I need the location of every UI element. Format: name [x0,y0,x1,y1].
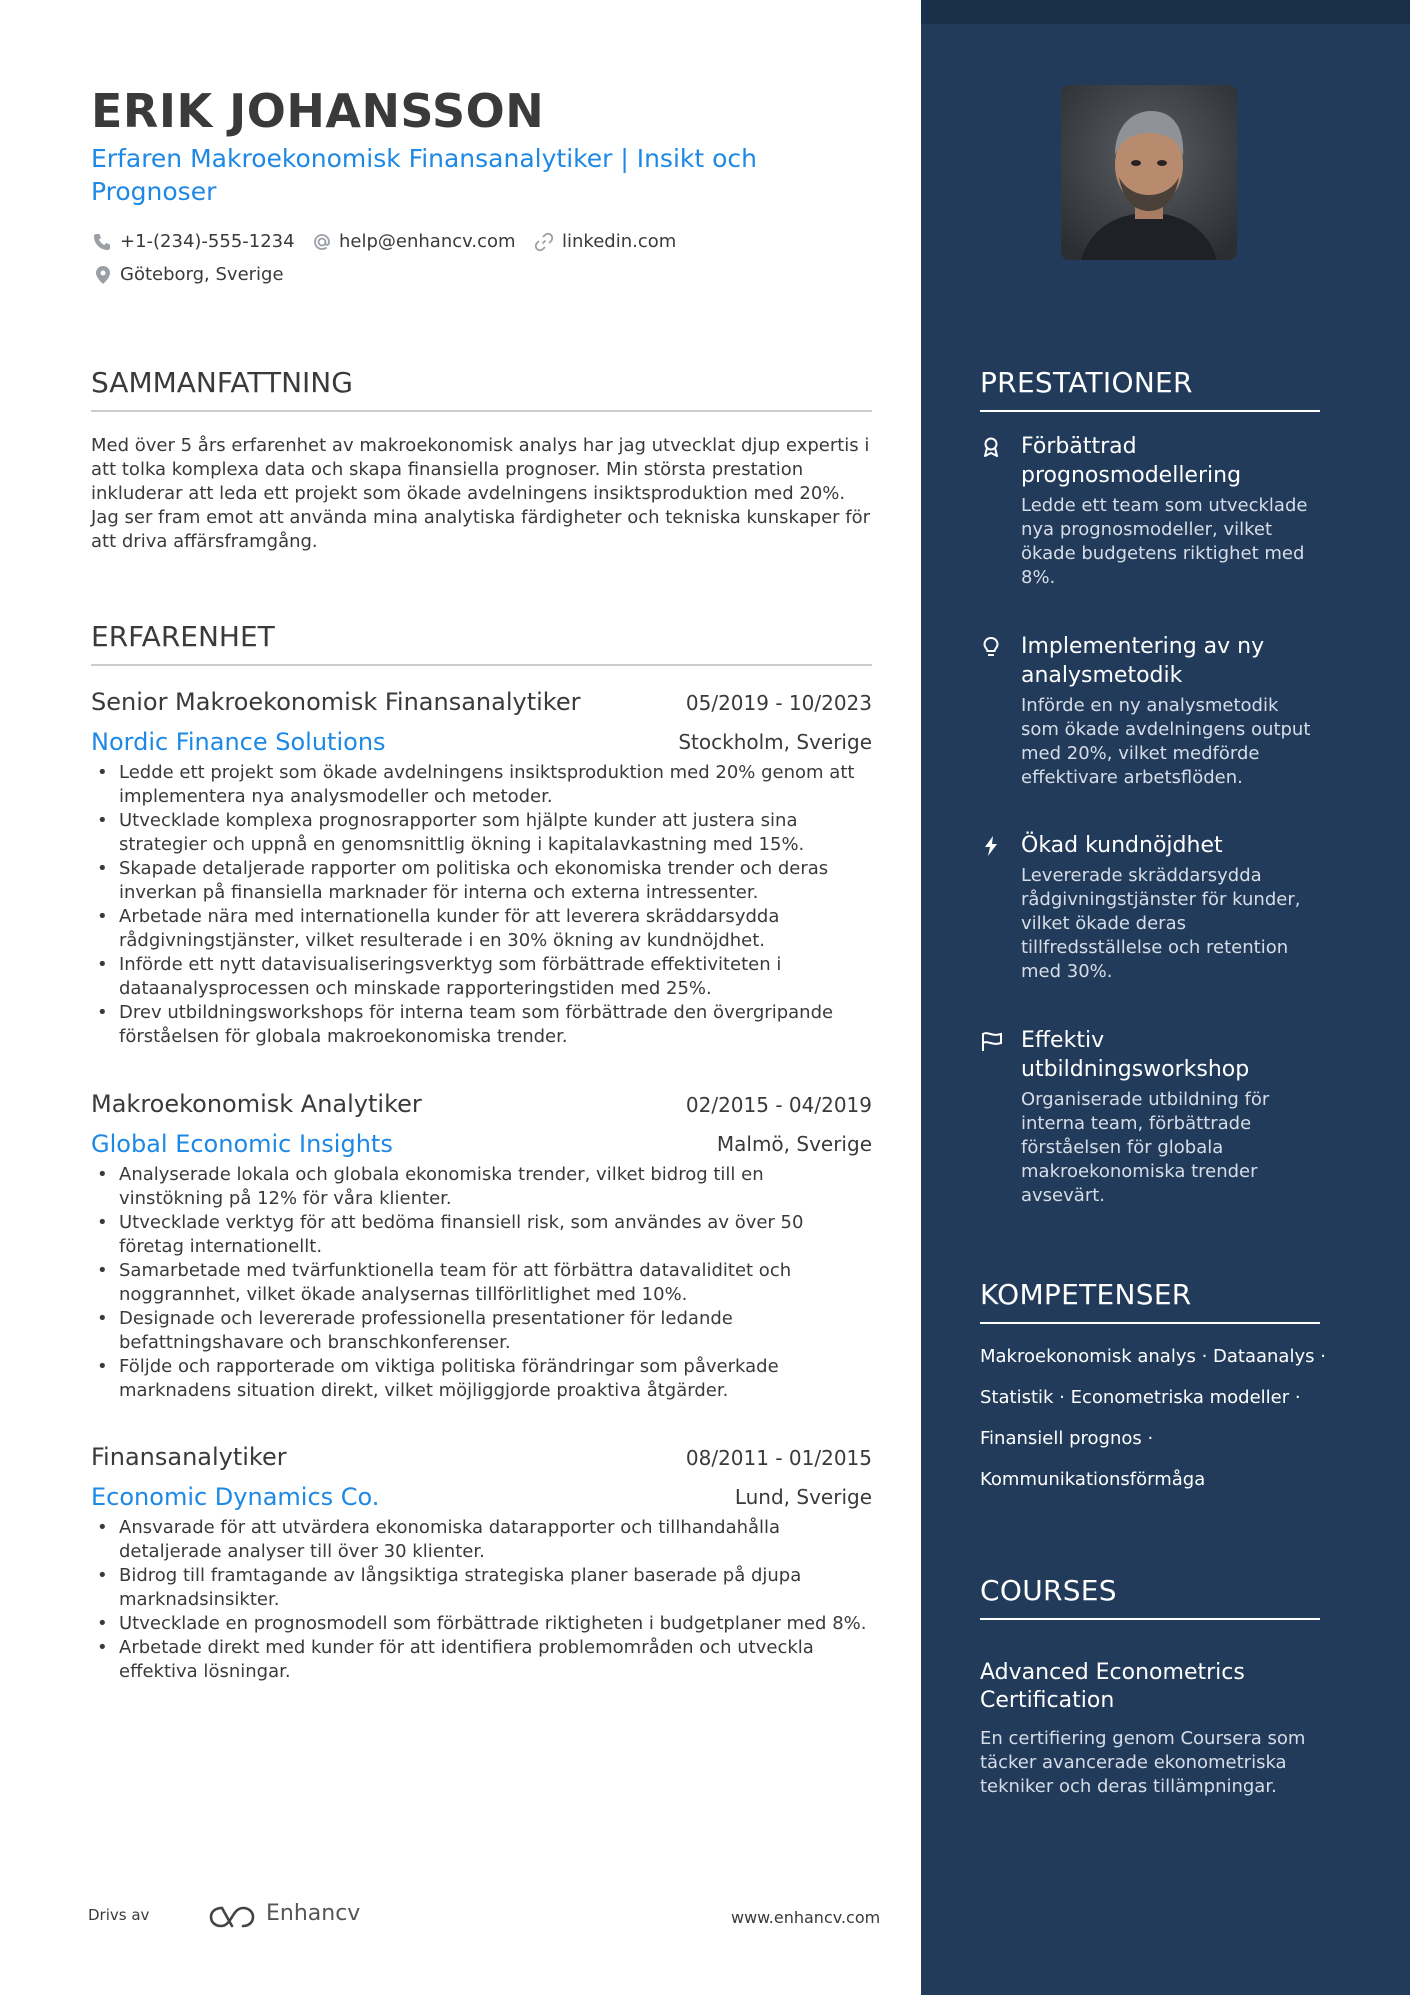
job-company[interactable]: Global Economic Insights [91,1130,393,1158]
achievement-item [980,632,1320,790]
achievement-title: Förbättrad prognosmodellering [1021,434,1242,488]
job-bullet: • Bidrog till framtagande av långsiktiga strategiska planer baserade på djupa marknadsinsikter. [91,1564,872,1612]
achievement-title: Effektiv utbildningsworkshop [1021,1028,1250,1082]
job-bullet: • Arbetade nära med internationella kunder för att leverera skräddarsydda rådgivningstjänster, vilket resulterade i en 30% ökning av kundnöjdhet. [91,905,872,953]
profile-photo [1061,85,1237,260]
footer-powered-by: Drivs av [88,1906,150,1924]
job-bullet: • Utvecklade komplexa prognosrapporter som hjälpte kunder att justera sina strategier och uppnå en genomsnittlig ökning i kapitalavkastning med 15%. [91,809,872,857]
phone-icon [92,232,112,252]
achievement-desc: Levererade skräddarsydda rådgivningstjänster för kunder, vilket ökade deras tillfredsställelse och retention med 30%. [1021,865,1301,982]
skills-title: KOMPETENSER [980,1278,1320,1324]
achievement-item [980,831,1320,984]
summary-title: SAMMANFATTNING [91,366,872,412]
location-text: Göteborg, Sverige [120,264,284,285]
job-role: Senior Makroekonomisk Finansanalytiker [91,688,581,716]
job-dates: 05/2019 - 10/2023 [685,691,872,715]
job-bullet: • Ledde ett projekt som ökade avdelningens insiktsproduktion med 20% genom att implementera nya analysmodeller och metoder. [91,761,872,809]
achievement-desc: Organiserade utbildning för interna team, förbättrade förståelsen för globala makroekonomiska trender avsevärt. [1021,1089,1270,1206]
job-bullet: • Skapade detaljerade rapporter om politiska och ekonomiska trender och deras inverkan på finansiella marknader för interna och externa intressenter. [91,857,872,905]
course-title: Advanced Econometrics Certification [980,1660,1245,1713]
achievement-item [980,1026,1320,1208]
location-icon [94,265,114,285]
job-dates: 02/2015 - 04/2019 [685,1093,872,1117]
achievements-title: PRESTATIONER [980,366,1320,412]
job-bullet: • Utvecklade en prognosmodell som förbättrade riktigheten i budgetplaner med 8%. [91,1612,872,1636]
link-icon [534,232,554,252]
skills-line: Finansiell prognos · [980,1428,1154,1449]
lightbulb-icon [980,636,1002,658]
experience-title: ERFARENHET [91,620,872,666]
footer-url[interactable]: www.enhancv.com [731,1908,881,1927]
job-location: Lund, Sverige [734,1485,872,1509]
skills-section [980,1278,1326,1490]
job-company[interactable]: Economic Dynamics Co. [91,1483,380,1511]
job-bullet: • Analyserade lokala och globala ekonomiska trender, vilket bidrog till en vinstökning på 12% för våra klienter. [91,1163,872,1211]
job-role: Finansanalytiker [91,1443,287,1471]
achievement-desc: Införde en ny analysmetodik som ökade avdelningens output med 20%, vilket medförde effektivare arbetsflöden. [1021,695,1311,788]
achievement-item [980,432,1320,590]
skills-line: Kommunikationsförmåga [980,1469,1206,1490]
at-icon [312,232,332,252]
linkedin-text[interactable]: linkedin.com [562,231,677,252]
job-bullet: • Arbetade direkt med kunder för att identifiera problemområden och utveckla effektiva lösningar. [91,1636,872,1684]
courses-section [980,1574,1320,1797]
job-dates: 08/2011 - 01/2015 [685,1446,872,1470]
candidate-name: ERIK JOHANSSON [91,84,545,138]
summary-text: Med över 5 års erfarenhet av makroekonomisk analys har jag utvecklat djup expertis i att tolka komplexa data och skapa finansiella prognoser. Min största prestation inkluderar att leda ett projekt som ökade avdelningens insiktsproduktion med 20%. Jag ser fram emot att använda mina analytiska färdigheter och tekniska kunskaper för att driva affärsframgång. [91,435,871,552]
footer-brand[interactable]: Enhancv [266,1901,361,1926]
job-bullet: • Designade och levererade professionella presentationer för ledande befattningshavare och branschkonferenser. [91,1307,872,1355]
job-location: Malmö, Sverige [716,1132,872,1156]
headline: Erfaren Makroekonomisk Finansanalytiker | Insikt och Prognoser [91,144,758,206]
sidebar-top-strip [921,0,1410,24]
achievement-title: Ökad kundnöjdhet [1021,833,1223,858]
job-bullet: • Drev utbildningsworkshops för interna team som förbättrade den övergripande förståelsen för globala makroekonomiska trender. [91,1001,872,1049]
job-bullets [91,1516,872,1684]
skills-line: Makroekonomisk analys · Dataanalys · [980,1346,1326,1367]
courses-title: COURSES [980,1574,1320,1620]
job-bullet: • Följde och rapporterade om viktiga politiska förändringar som påverkade marknadens situation direkt, vilket möjliggjorde proaktiva åtgärder. [91,1355,872,1403]
achievement-desc: Ledde ett team som utvecklade nya prognosmodeller, vilket ökade budgetens riktighet med 8%. [1021,495,1308,588]
lightning-icon [980,835,1002,857]
award-icon [980,436,1002,458]
enhancv-logo-icon [208,1904,242,1930]
achievement-title: Implementering av ny analysmetodik [1021,634,1265,688]
job-bullet: • Utvecklade verktyg för att bedöma finansiell risk, som användes av över 50 företag internationellt. [91,1211,872,1259]
flag-icon [980,1030,1002,1052]
email-text[interactable]: help@enhancv.com [339,231,516,252]
course-desc: En certifiering genom Coursera som täcker avancerade ekonometriska tekniker och deras tillämpningar. [980,1728,1306,1797]
job-bullet: • Samarbetade med tvärfunktionella team för att förbättra datavaliditet och noggrannhet, vilket ökade analysernas tillförlitlighet med 10%. [91,1259,872,1307]
phone-text[interactable]: +1-(234)-555-1234 [120,231,295,252]
job-role: Makroekonomisk Analytiker [91,1090,422,1118]
job-bullet: • Införde ett nytt datavisualiseringsverktyg som förbättrade effektiviteten i dataanalysprocessen och minskade rapporteringstiden med 25%. [91,953,872,1001]
job-bullets [91,761,872,1049]
job-bullet: • Ansvarade för att utvärdera ekonomiska datarapporter och tillhandahålla detaljerade analyser till över 30 klienter. [91,1516,872,1564]
job-bullets [91,1163,872,1403]
job-location: Stockholm, Sverige [678,730,872,754]
skills-line: Statistik · Econometriska modeller · [980,1387,1301,1408]
sidebar [921,0,1410,1995]
achievements-section [980,366,1320,1206]
job-company[interactable]: Nordic Finance Solutions [91,728,386,756]
